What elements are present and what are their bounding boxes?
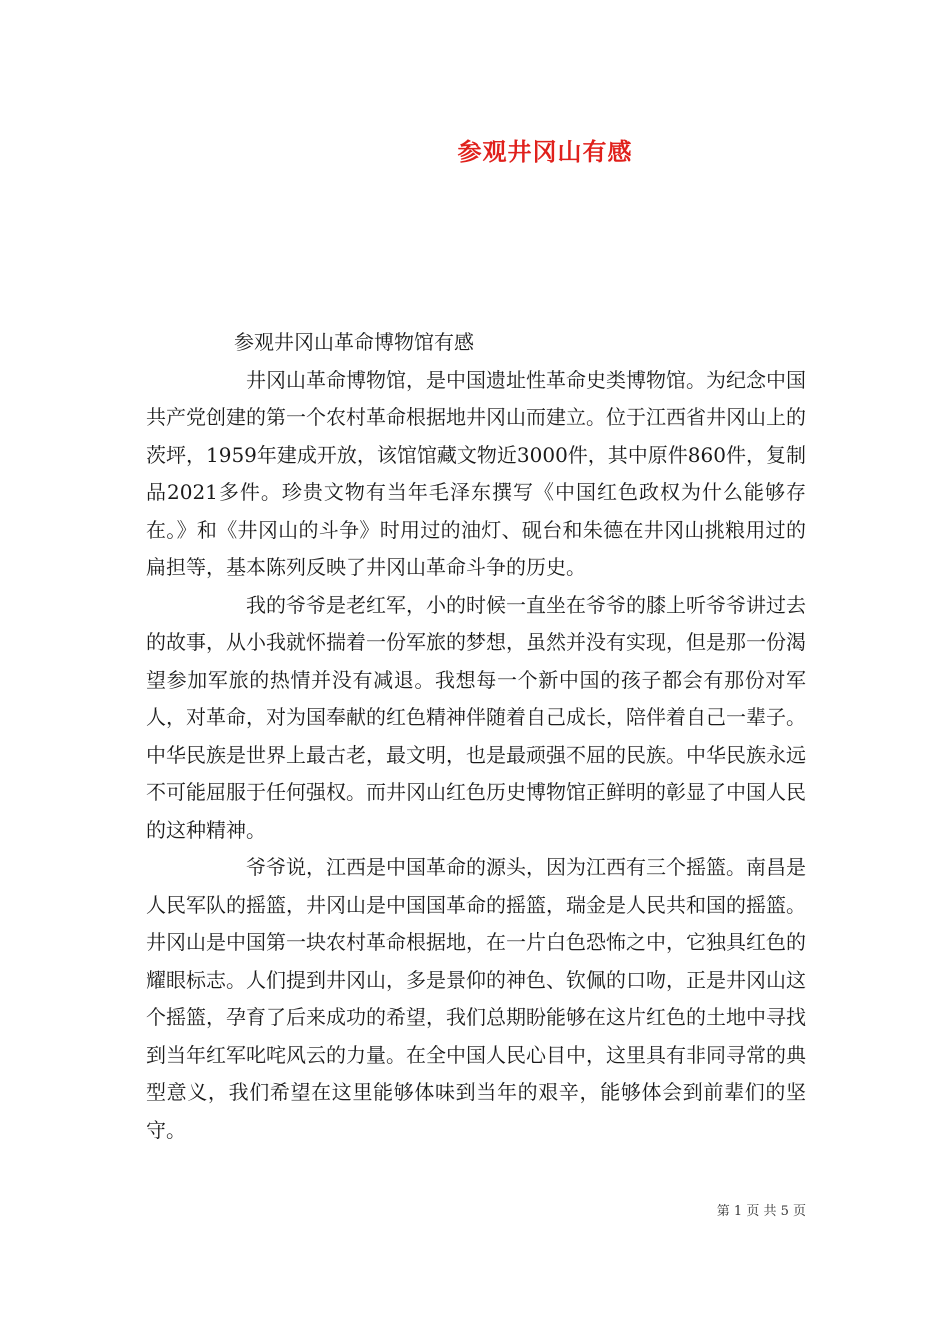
paragraph-museum-intro: 井冈山革命博物馆，是中国遗址性革命史类博物馆。为纪念中国共产党创建的第一个农村革命根据地井冈山而建立。位于江西省井冈山上的茨坪，1959年建成开放，该馆馆藏文物近3000件，其中原件860件，复制品2021多件。珍贵文物有当年毛泽东撰写《中国红色政权为什么能够存在。》和《井冈山的斗争》时用过的油灯、砚台和朱德在井冈山挑粮用过的扁担等，基本陈列反映了井冈山革命斗争的历史。 [146,367,806,579]
document-subtitle: 参观井冈山革命博物馆有感 [234,330,474,354]
page-number-footer: 第 1 页 共 5 页 [716,1204,806,1219]
paragraph-grandfather: 我的爷爷是老红军，小的时候一直坐在爷爷的膝上听爷爷讲过去的故事，从小我就怀揣着一份军旅的梦想，虽然并没有实现，但是那一份渴望参加军旅的热情并没有减退。我想每一个新中国的孩子都会有那份对军人，对革命，对为国奉献的红色精神伴随着自己成长，陪伴着自己一辈子。中华民族是世界上最古老，最文明，也是最顽强不屈的民族。中华民族永远不可能屈服于任何强权。而井冈山红色历史博物馆正鲜明的彰显了中国人民的这种精神。 [146,592,806,842]
document-body [146,324,806,1149]
document-title: 参观井冈山有感 [457,138,633,166]
paragraph-cradles: 爷爷说，江西是中国革命的源头，因为江西有三个摇篮。南昌是人民军队的摇篮，井冈山是中国国革命的摇篮，瑞金是人民共和国的摇篮。井冈山是中国第一块农村革命根据地，在一片白色恐怖之中，它独具红色的耀眼标志。人们提到井冈山，多是景仰的神色、钦佩的口吻，正是井冈山这个摇篮，孕育了后来成功的希望，我们总期盼能够在这片红色的土地中寻找到当年红军叱咤风云的力量。在全中国人民心目中，这里具有非同寻常的典型意义，我们希望在这里能够体味到当年的艰辛，能够体会到前辈们的坚守。 [146,855,806,1142]
